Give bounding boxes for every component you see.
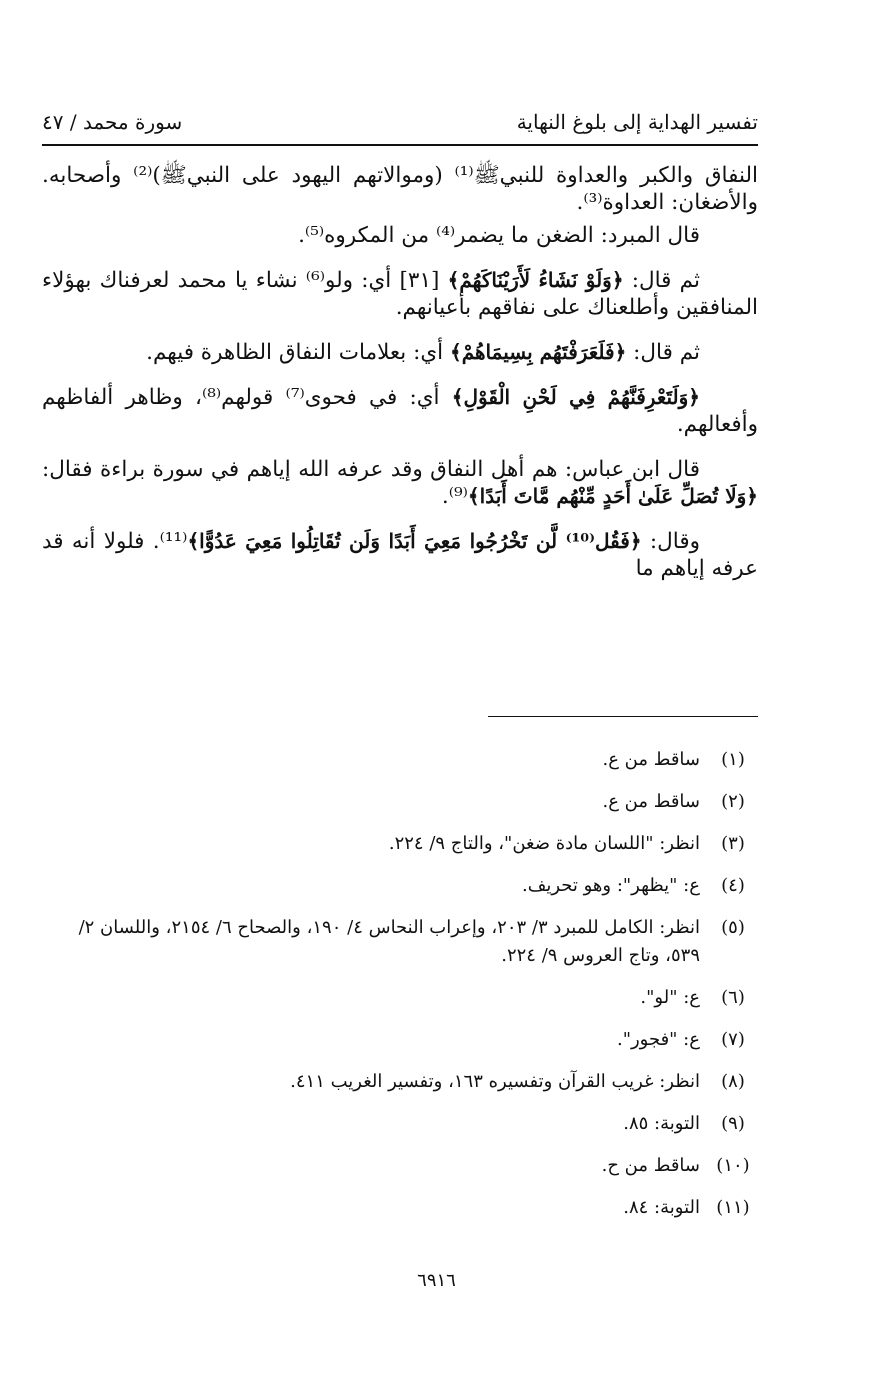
main-text	[42, 162, 758, 600]
paragraph-2: قال المبرد: الضغن ما يضمر⁽⁴⁾ من المكروه⁽⁵⁾.	[298, 223, 700, 248]
footnote-text: ع: "فجور".	[616, 1029, 700, 1050]
paragraph-3-lead: ثم قال:	[623, 268, 700, 293]
quran-verse-2: ﴿فَلَعَرَفْتَهُم بِسِيمَاهُمْ﴾	[449, 340, 627, 364]
footnote-item	[42, 1026, 758, 1054]
paragraph-4-rest: أي: بعلامات النفاق الظاهرة فيهم.	[146, 340, 450, 365]
footnote-text: انظر: "اللسان مادة ضغن"، والتاج ٩/ ٢٢٤.	[388, 833, 700, 854]
footnotes	[42, 746, 758, 1236]
footnote-number: (١١)	[716, 1197, 750, 1218]
paragraph-7-rest: ⁽¹¹⁾. فلولا أنه قد عرفه إياهم ما	[42, 529, 758, 581]
footnote-text: ساقط من ع.	[602, 749, 700, 770]
paragraph-4-lead: ثم قال:	[626, 340, 700, 365]
footnote-number: (٣)	[721, 833, 745, 854]
footnote-text: التوبة: ٨٤.	[623, 1197, 700, 1218]
paragraph-7	[42, 528, 758, 582]
paragraph-6-lead: قال ابن عباس: هم أهل النفاق وقد عرفه الله إياهم في سورة براءة فقال:	[42, 457, 700, 482]
quran-verse-5: ﴿فَقُل⁽¹⁰⁾ لَّن تَخْرُجُوا مَعِيَ أَبَدًا وَلَن تُقَاتِلُوا مَعِيَ عَدُوًّا﴾	[187, 529, 642, 553]
page-number: ٦٩١٦	[417, 1270, 456, 1291]
footnote-item	[42, 830, 758, 858]
paragraph-6	[42, 456, 758, 510]
footnote-text: ساقط من ع.	[602, 791, 700, 812]
footnote-number: (٧)	[721, 1029, 745, 1050]
footnote-item	[42, 788, 758, 816]
footnote-number: (٦)	[721, 987, 745, 1008]
footnote-number: (١)	[721, 749, 745, 770]
footnote-divider	[488, 716, 758, 717]
footnote-number: (٥)	[721, 917, 745, 938]
footnote-text: ع: "يظهر": وهو تحريف.	[521, 875, 700, 896]
footnote-number: (٨)	[721, 1071, 745, 1092]
paragraph-3	[42, 267, 758, 321]
footnote-text: ع: "لو".	[640, 987, 700, 1008]
footnote-item	[42, 914, 758, 970]
paragraph-5	[42, 384, 758, 438]
footnote-item	[42, 872, 758, 900]
footnote-number: (٢)	[721, 791, 745, 812]
footnote-text: التوبة: ٨٥.	[623, 1113, 700, 1134]
paragraph-4	[42, 339, 758, 366]
quran-verse-1: ﴿وَلَوْ نَشَاءُ لَأَرَيْنَاكَهُمْ﴾	[447, 268, 624, 292]
footnote-number: (٤)	[721, 875, 745, 896]
quran-verse-4: ﴿وَلَا تُصَلِّ عَلَىٰ أَحَدٍ مِّنْهُم مَّاتَ أَبَدًا﴾	[467, 484, 758, 508]
running-header	[42, 100, 758, 134]
paragraph-5-rest: أي: في فحوى⁽⁷⁾ قولهم⁽⁸⁾، وظاهر ألفاظهم وأفعالهم.	[42, 385, 758, 437]
footnote-item	[42, 1152, 758, 1180]
paragraph-3-rest: [٣١] أي: ولو⁽⁶⁾ نشاء يا محمد لعرفناك بهؤلاء المنافقين وأطلعناك على نفاقهم بأعيانهم.	[42, 268, 758, 320]
footnote-item	[42, 984, 758, 1012]
footnote-item	[42, 1194, 758, 1222]
surah-label: سورة محمد / ٤٧	[42, 110, 183, 134]
paragraph-7-lead: وقال:	[641, 529, 700, 554]
footnote-item	[42, 1110, 758, 1138]
footnote-text: انظر: غريب القرآن وتفسيره ١٦٣، وتفسير الغريب ٤١١.	[290, 1071, 700, 1092]
book-title: تفسير الهداية إلى بلوغ النهاية	[516, 110, 758, 134]
header-divider	[42, 144, 758, 146]
footnote-number: (٩)	[721, 1113, 745, 1134]
paragraph-6-rest: ⁽⁹⁾.	[441, 484, 468, 509]
footnote-item	[42, 1068, 758, 1096]
footnote-text: ساقط من ح.	[601, 1155, 700, 1176]
paragraph-1: النفاق والكبر والعداوة للنبيﷺ⁽¹⁾ (وموالاتهم اليهود على النبيﷺ)⁽²⁾ وأصحابه. والأضغان: العداوة⁽³⁾.	[42, 163, 758, 215]
footnote-text: انظر: الكامل للمبرد ٣/ ٢٠٣، وإعراب النحاس ٤/ ١٩٠، والصحاح ٦/ ٢١٥٤، واللسان ٢/ ٥٣٩، وتاج العروس ٩/ ٢٢٤.	[78, 917, 700, 966]
quran-verse-3: ﴿وَلَتَعْرِفَنَّهُمْ فِي لَحْنِ الْقَوْلِ﴾	[451, 385, 700, 409]
footnote-item	[42, 746, 758, 774]
footnote-number: (١٠)	[716, 1155, 750, 1176]
